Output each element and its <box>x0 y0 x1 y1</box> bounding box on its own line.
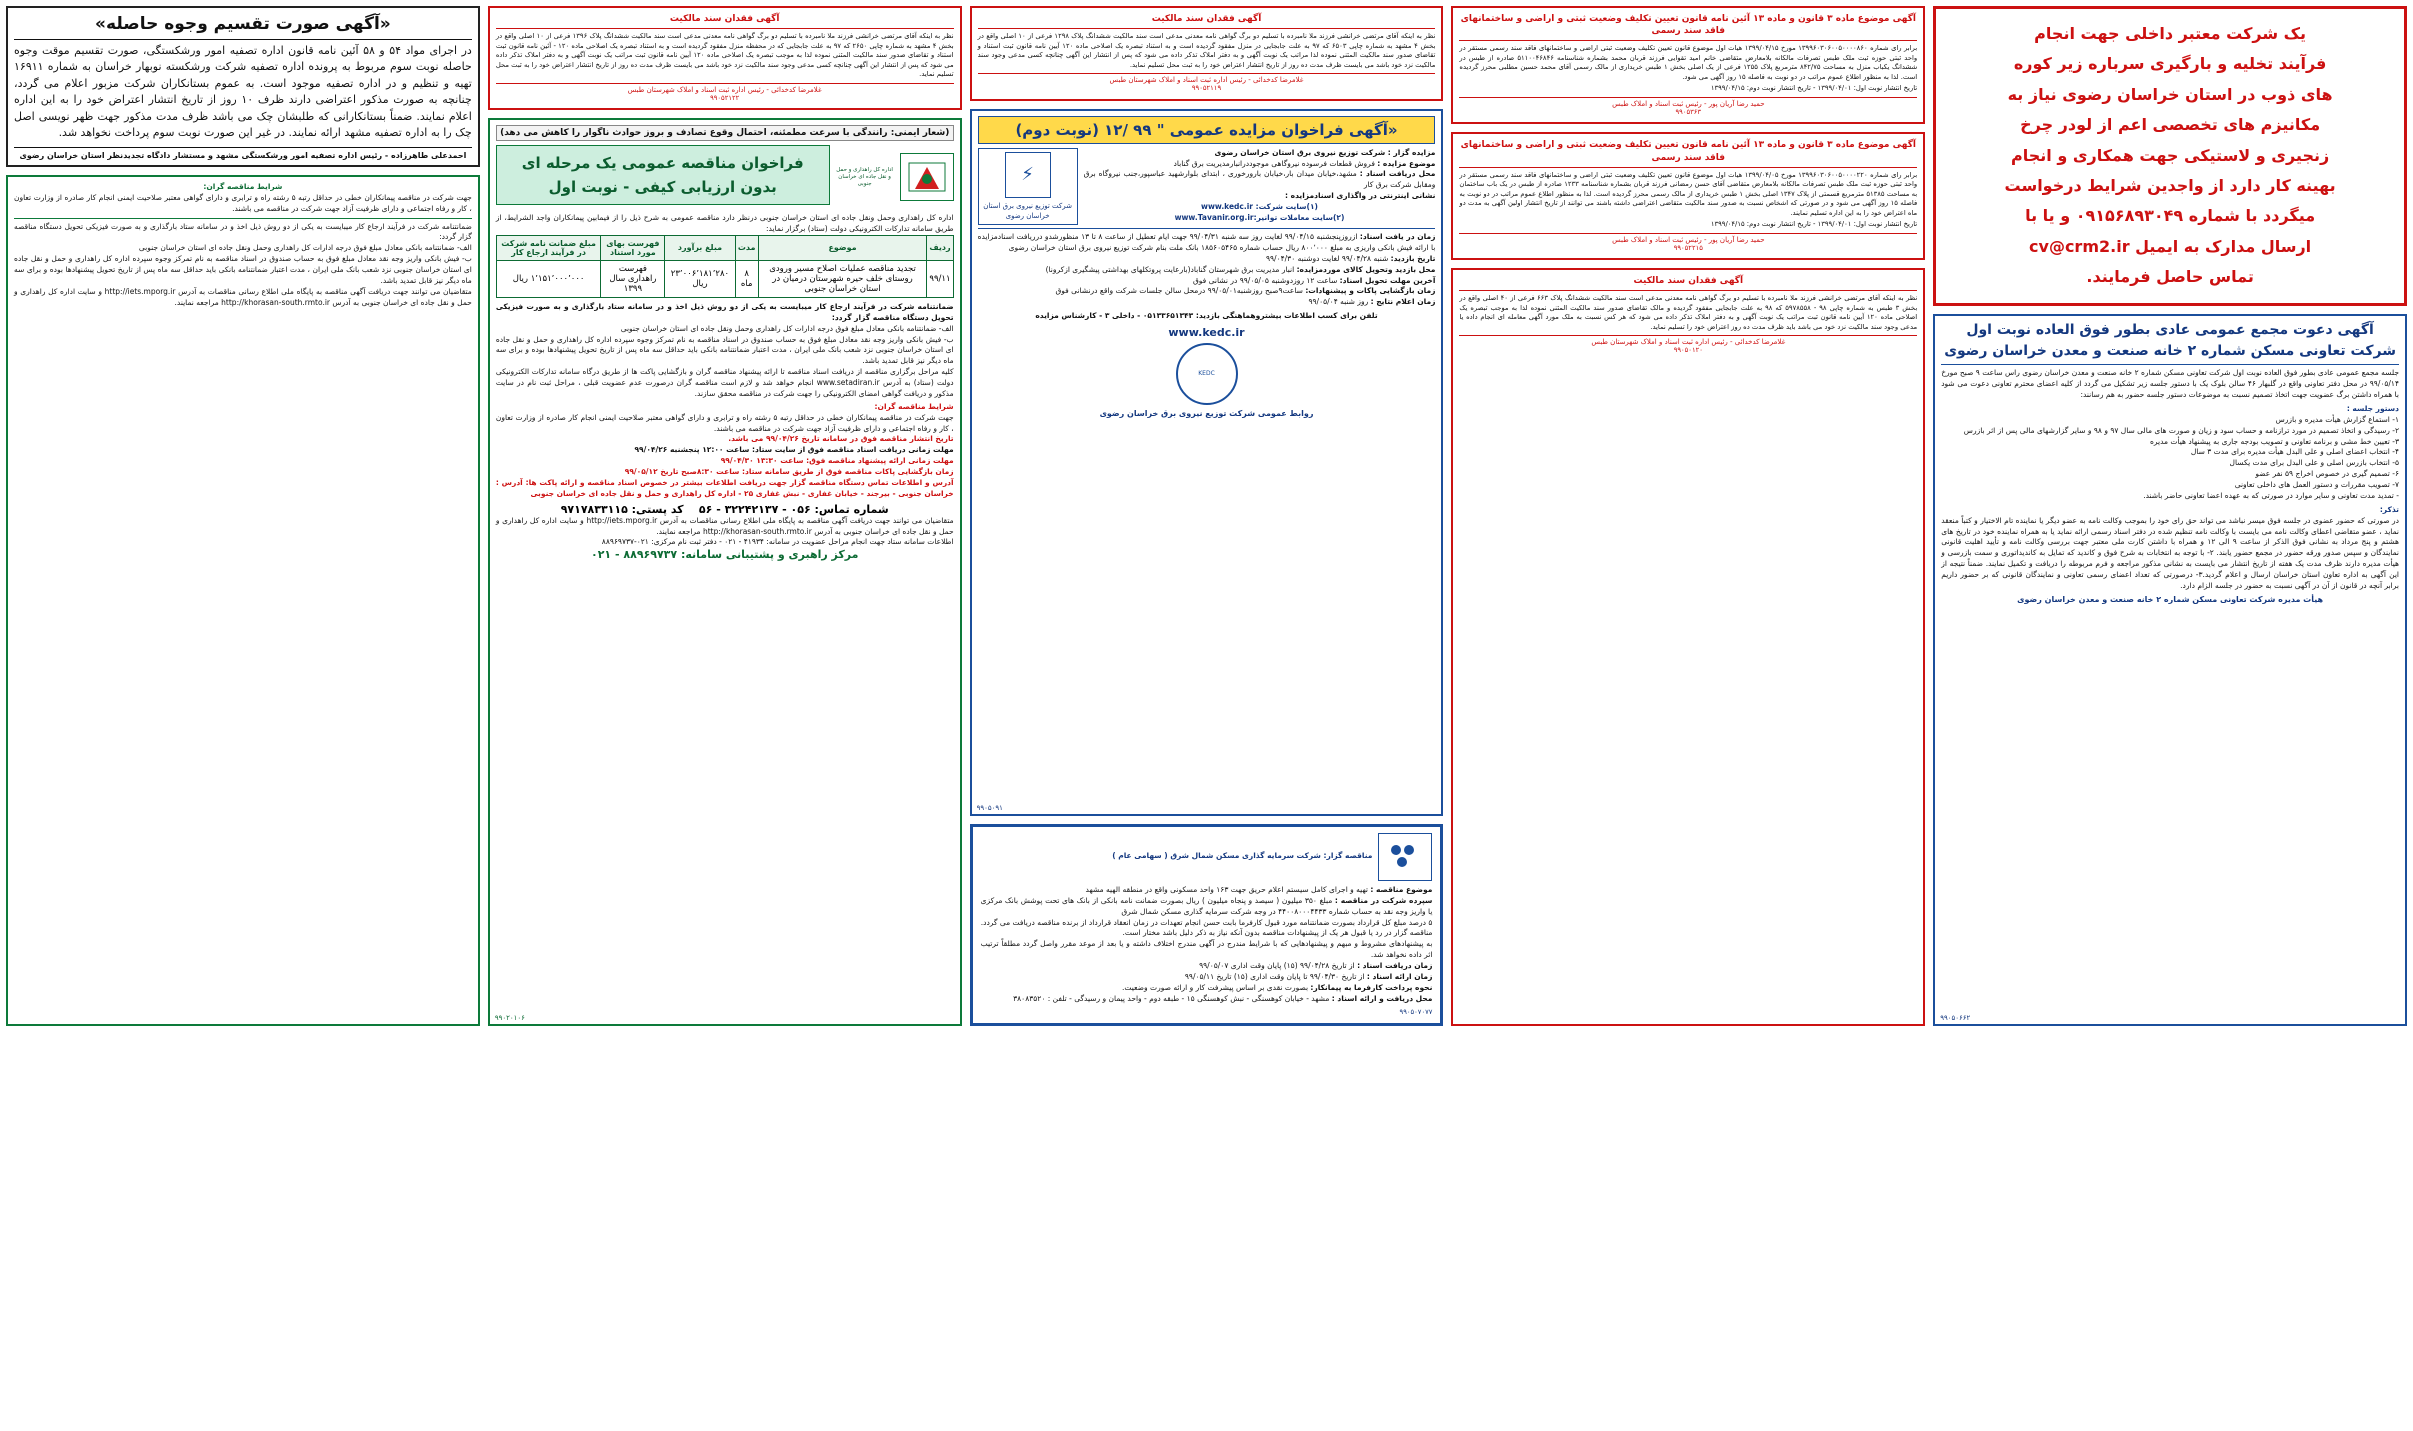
furnace-line-9: تماس حاصل فرمایند. <box>2086 267 2254 287</box>
housing-deposit: مبلغ ۳۵۰ میلیون ( سیصد و پنجاه میلیون ) ریال بصورت ضمانت نامه بانکی از بانک های تحت پوشش بانک مرکزی یا واریز وجه نقد به حساب شماره ۴۴۰۰۸۰۰۰۴۴۳۳ در وجه شرکت سرمایه گذاری مسکن شمال شرق <box>980 895 1433 916</box>
law2-dates: تاریخ انتشار نوبت اول: ۱۳۹۹/۰۴/۰۱ - تاریخ انتشار نوبت دوم: ۱۳۹۹/۰۴/۱۵ <box>1710 220 1918 229</box>
kedc-publisher: روابط عمومی شرکت توزیع نیروی برق خراسان رضوی <box>1099 409 1314 418</box>
law3-code: ۹۹۰۵۰۱۲۰ <box>1673 346 1703 355</box>
housing-code: ۹۹۰۵۰۷۰۷۷ <box>1399 1007 1433 1016</box>
law3-title: آگهی فقدان سند مالکیت <box>1633 276 1744 287</box>
td-subject: تجدید مناقصه عملیات اصلاح مسیر ورودی روستای خلف حیره شهرستان درمیان در استان خراسان جنوبی <box>758 260 927 297</box>
law1-signature: حمید رضا آریان پور - رئیس ثبت اسناد و املاک طبس <box>1459 97 1917 108</box>
mirror-conditions: جهت شرکت در مناقصه پیمانکاران خطی در حداقل رتبه ۵ رشته راه و ترابری و دارای گواهی معتبر صلاحیت ایمنی انجام کار صادره از وزارت تعاون ، کار و رفاه اجتماعی و دارای ظرفیت آزاد جهت شرکت در مناقصه می باشند. <box>14 192 472 213</box>
td-guarantee: ۱٬۱۵۱٬۰۰۰٬۰۰۰ ریال <box>496 260 601 297</box>
ad-furnace-company <box>1933 6 2407 306</box>
road-conditions: جهت شرکت در مناقصه پیمانکاران خطی در حداقل رتبه ۵ رشته راه و ترابری و دارای گواهی معتبر صلاحیت ایمنی انجام کار صادره از وزارت تعاون ، کار و رفاه اجتماعی و دارای ظرفیت آزاد جهت شرکت در مناقصه می باشند. <box>495 412 954 433</box>
ad-housing-tender <box>970 824 1444 1026</box>
coop-note-title: تذکر: <box>2379 504 2399 514</box>
ad-deed-loss-1 <box>488 6 962 110</box>
ad-coop-assembly <box>1933 314 2407 1027</box>
kedc-place-label: محل دریافت اسناد : <box>1359 169 1436 179</box>
housing-subject-label: موضوع مناقصه : <box>1370 884 1433 894</box>
furnace-line-6: بهینه کار دارد از واجدین شرایط درخواست <box>2004 175 2336 195</box>
kedc-subject: فروش قطعات فرسوده نیروگاهی موجوددرانبارمدیریت برق گناباد <box>1173 158 1375 168</box>
ad-road-tender-mirror <box>6 175 480 1026</box>
mirror-guarantee-title: ضمانتنامه شرکت در فرآیند ارجاع کار میبایست به یکی از دو روش ذیل اخذ و در سامانه ستاد بارگذاری و به صورت فیزیکی تحویل دستگاه مناقصه گزار گردد: <box>14 221 472 242</box>
deed1-signature: غلامرضا کدخدائی - رئیس اداره ثبت اسناد و املاک شهرستان طبس <box>496 83 954 94</box>
mirror-note: شرایط مناقصه گران: <box>203 181 283 191</box>
kedc-place: مشهد،خیابان میدان بار،خیابان بارورخوری ، ابتدای بلوارشهید عباسپور،جنب نیروگاه برق ومقابل شرکت برق کار <box>1083 169 1436 190</box>
profit-body: در اجرای مواد ۵۴ و ۵۸ آئین نامه قانون اداره تصفیه امور ورشکستگی، صورت تقسیم موقت وجوه حاصله نوبت سوم مربوط به پرونده اداره تصفیه شرکت ورشکسته نوبهار خراسان به شماره ۱۶۹۱۱ تهیه و تنظیم و در اداره تصفیه موجود است. به عموم بستانکاران شرکت مزبور اعلام می گردد، چنانچه به صورت مذکور اعتراضی دارند ظرف ۱۰ روز از تاریخ انتشار اعتراض خود را به این اداره اعلام نمایند. ضمناً بستانکارانی که طلبشان چک می باشد ظرف مدت مذکور جهت ظهر نویسی اصل چک را به اداره تصفیه مشهد ارائه نمایند. در غیر این صورت نوبت سوم پرداخت نخواهد شد. <box>14 43 472 140</box>
law3-signature: غلامرضا کدخدائی - رئیس اداره ثبت اسناد و املاک شهرستان طبس <box>1459 335 1917 346</box>
coop-agenda-item: ۱- استماع گزارش هیأت مدیره و بازرس <box>2275 414 2399 424</box>
furnace-line-7: میگردد با شماره ۰۹۱۵۶۸۹۳۰۴۹ و یا با <box>2025 206 2316 226</box>
kedc-org: مزایده گزار : شرکت توزیع نیروی برق استان خراسان رضوی <box>1214 147 1436 157</box>
mirror-guarantee-b: ب- فیش بانکی واریز وجه نقد معادل مبلغ فوق به حساب صندوق در اسناد مناقصه به نام تمرکز وجوه سپرده اداره کل راهداری و حمل و نقل جاده ای استان خراسان جنوبی نزد شعب بانک ملی ایران ، مدت اعتبار ضمانتنامه بانکی باید حداقل سه ماه پس از تاریخ تحویل پیشنهادها بوده و برای سه ماه دیگر نیز قابل تمدید باشد. <box>14 254 472 285</box>
profit-title: «آگهی صورت تقسیم وجوه حاصله» <box>95 14 391 34</box>
th-duration: مدت <box>735 235 758 260</box>
coop-agenda-item: - تمدید مدت تعاونی و سایر موارد در صورتی که به عهده اعضا تعاونی حاضر باشند. <box>2143 490 2399 500</box>
road-intro: اداره کل راهداری وحمل ونقل جاده ای استان خراسان جنوبی درنظر دارد مناقصه عمومی به شرح ذیل را از فیمابین پیمانکاران واجد الشرایط، از طریق سامانه تدارکات الکترونیکی دولت (ستاد) برگزار نماید: <box>495 213 954 234</box>
housing-addr: مشهد - خیابان کوهسنگی - نبش کوهسنگی ۱۵ - طبقه دوم - واحد پیمان و رسیدگی - تلفن : ۳۸۰۸۳۵۲۰ <box>1013 993 1330 1003</box>
th-pricelist: فهرست بهای مورد استناد <box>601 235 665 260</box>
mirror-guarantee-a: الف- ضمانتنامه بانکی معادل مبلغ فوق درجه ادارات کل راهداری وحمل ونقل جاده ای استان خراسان جنوبی <box>138 243 472 253</box>
road-postal: کد پستی: ۹۷۱۷۸۳۳۱۱۵ <box>560 502 684 516</box>
kedc-site[interactable]: www.kedc.ir <box>1168 326 1245 339</box>
furnace-line-8: ارسال مدارک به ایمیل cv@crm2.ir <box>2029 236 2312 256</box>
td-estimate: ۲۳٬۰۰۶٬۱۸۱٬۲۸۰ ریال <box>665 260 735 297</box>
kedc-result: روز شنبه ۹۹/۰۵/۰۴ <box>1308 297 1369 307</box>
deed1-code: ۹۹۰۵۲۱۲۲ <box>710 93 740 102</box>
th-estimate: مبلغ برآورد <box>665 235 735 260</box>
road-date-5: آدرس و اطلاعات تماس دستگاه مناقصه گزار جهت دریافت اطلاعات بیشتر در خصوص اسناد مناقصه و ارائه پاکت ها: آدرس : خراسان جنوبی - بیرجند - خیابان غفاری - نبش غفاری ۲۵ - اداره کل راهداری و حمل و نقل جاده ای خراسان جنوبی <box>495 477 954 498</box>
coop-agenda-item: ۶- تصمیم گیری در خصوص اخراج ۵۹ نفر عضو <box>2255 469 2399 479</box>
mirror-footer-1: متقاضیان می توانند جهت دریافت آگهی مناقصه به پایگاه ملی اطلاع رسانی مناقصات به آدرس http://iets.mporg.ir و سایت اداره کل راهداری و حمل و نقل جاده ای خراسان جنوبی به آدرس http://khorasan-south.rmto.ir مراجعه نمایند. <box>14 286 472 307</box>
road-guarantee-b: ب- فیش بانکی واریز وجه نقد معادل مبلغ فوق به حساب صندوق در اسناد مناقصه به نام تمرکز وجوه سپرده اداره کل راهداری و حمل و نقل جاده ای استان خراسان جنوبی نزد شعب بانک ملی ایران ، مدت اعتبار ضمانتنامه بانکی باید حداقل سه ماه پس از تاریخ تحویل پیشنهادها بوده و برای سه ماه دیگر نیز قابل تمدید باشد. <box>495 334 954 366</box>
kedc-return-label: تاریخ بازدید: <box>1390 253 1436 263</box>
law1-title: آگهی موضوع ماده ۳ قانون و ماده ۱۳ آئین نامه قانون تعیین تکلیف وضعیت ثبتی و اراضی و ساختمانهای فاقد سند رسمی <box>1460 14 1917 37</box>
kedc-code: ۹۹۰۵۰۹۱ <box>976 803 1003 812</box>
housing-note-3: به پیشنهادهای مشروط و مبهم و پیشنهادهایی که با شرایط مندرج در آگهی مندرج اختلاف داشته و یا بعد از موعد مقرر واصل گردد مطلقاً ترتیب اثر داده نخواهد شد. <box>980 939 1433 960</box>
kedc-contact: تلفن برای کسب اطلاعات بیشتروهماهنگی بازدید: ۰۵۱۳۳۶۵۱۳۴۳ - داخلی ۳ - کارشناس مزایده <box>1035 311 1378 321</box>
furnace-line-4: مکانیزم های تخصصی اعم از لودر چرخ <box>2020 115 2321 135</box>
kedc-title: «آگهی فراخوان مزایده عمومی " ۹۹ /۱۲ (نوبت دوم) <box>978 116 1436 144</box>
table-header-row <box>496 235 953 260</box>
kedc-return: شنبه ۹۹/۰۴/۲۸ لغایت دوشنبه ۹۹/۰۴/۳۰ <box>1266 253 1389 263</box>
road-guarantee-a: الف- ضمانتنامه بانکی معادل مبلغ فوق درجه ادارات کل راهداری وحمل ونقل جاده ای استان خراسان جنوبی <box>620 323 954 333</box>
housing-note-1: ۵ درصد مبلغ کل قرارداد بصورت ضمانتنامه مورد قبول کارفرما بابت حسن انجام تعهدات در زمان انعقاد قرارداد از برنده مناقصه دریافت می گردد. <box>980 917 1433 927</box>
road-code: ۹۹۰۲۰۱۰۶ <box>494 1014 525 1023</box>
kedc-time-label: زمان در یافت اسناد: <box>1359 232 1436 241</box>
deed1-body: نظر به اینکه آقای مرتضی خرانشی فرزند ملا نامبرده با تسلیم دو برگ گواهی نامه معدنی مدعی است سند مالکیت ششدانگ پلاک ۱۳۹۶ فرعی از ۱۰ اصلی واقع در بخش ۴ مشهد به شماره چاپی ۲۶۵۰ که ۹۷ به علت جابجایی که در محفظه منزل مفقود گردیده است و به استناد تبصره یک اصلاحی ماده ۱۲۰ - آئین نامه قانون ثبت استناد و تقاضای صدور سند مالکیت المثنی نموده لذا به موجب تبصره یک اصلاحی ماده ۱۲۰ آیین نامه قانون ثبت مراتب یک نوبت آگهی و به دفتر املاک تذکر داده می شود که پس از انتشار این آگهی چنانچه کسی مدعی وجود سند مالکیت نزد خود باشد می بایست ظرف مدت ده روز از تاریخ انتشار اعتراض خود را به ثبت محل تسلیم نماید. <box>495 32 954 79</box>
coop-agenda-title: دستور جلسه : <box>2346 403 2399 413</box>
table-row <box>496 260 953 297</box>
ad-road-tender <box>488 118 962 1026</box>
road-date-2: مهلت زمانی دریافت اسناد مناقصه فوق از سایت ستاد: ساعت ۱۲:۰۰ پنجشنبه ۹۹/۰۴/۲۶ <box>634 445 954 455</box>
furnace-line-5: زنجیری و لاستیکی جهت همکاری و انجام <box>2010 145 2330 165</box>
coop-note: در صورتی که حضور عضوی در جلسه فوق میسر نباشد می تواند حق رای خود را بموجب وکالت نامه به عضو دیگر یا نماینده تام الاختیار و کتباً منعقد نماید ، عضو متقاضی اعطای وکالت نامه می بایست با وکالت نامه تنظیم شده در دفتر اسناد رسمی ارائه نماید یا به همراه نماینده خود در تاریخ های هشتم و پنج مرداد به نشانی فوق الذکر از ساعت ۹ الی ۱۲ و همراه با داشتن کارت ملی معتبر جهت بررسی وکالت نامه و تأیید اهلیت قانونی نمایندگان و سپس صدور ورقه حضور در مجمع حضور یابند. ۲- با توجه به انتخابات به شرح فوق و کاندید که تمایل به کاندیداتوری و سمت بازرسی و هیأت مدیره دارند ظرف مدت یک هفته از تاریخ انتشار می بایست به نشانی مذکور مراجعه و فرم مربوطه را دریافت و تکمیل نمایند. ضمناً نتیجه از این آگهی به اداره تعاون استان خراسان ارسال و اعلام گردید.۳- درصورتی که تعداد اعضای رسمی تعاونی و نمایندگان قانونی که بر حضور داریم برابر آنچه در قانون از آن در آگهی نسبت به حضور در جلسه الزام دارد. <box>1941 515 2400 590</box>
road-logo-icon <box>900 153 954 201</box>
th-subject: موضوع <box>758 235 927 260</box>
ad-deed-loss-2 <box>970 6 1444 101</box>
td-pricelist: فهرست راهداری سال ۱۳۹۹ <box>601 260 665 297</box>
housing-date-submit-label: زمان ارائه اسناد : <box>1366 971 1433 981</box>
coop-agenda-item: ۴- انتخاب اعضای اصلی و علی البدل هیأت مدیره برای مدت ۳ سال <box>2190 447 2399 457</box>
kedc-open-label: زمان بازگشایی پاکات و پیشنهادات: <box>1305 286 1436 296</box>
furnace-line-3: های ذوب در استان خراسان رضوی نیاز به <box>2007 84 2333 104</box>
ad-profit-division <box>6 6 480 167</box>
furnace-line-1: یک شرکت معتبر داخلی جهت انجام <box>2034 24 2307 43</box>
th-guarantee: مبلغ ضمانت نامه شرکت در فرآیند ارجاع کار <box>496 235 601 260</box>
kedc-side-title: شرکت توزیع نیروی برق استان خراسان رضوی <box>983 201 1072 220</box>
housing-pay: بصورت نقدی بر اساس پیشرفت کار و ارائه صورت وضعیت. <box>1122 982 1309 992</box>
kedc-delivery-label: محل بازدید وتحویل کالای موردمزایده: <box>1296 264 1436 274</box>
road-date-3: مهلت زمانی ارائه پیشنهاد مناقصه فوق: ساعت ۱۳:۳۰ ۹۹/۰۴/۳۰ <box>720 456 954 466</box>
road-title-2: بدون ارزیابی کیفی - نوبت اول <box>548 178 777 197</box>
coop-agenda-item: ۳- تعیین خط مشی و برنامه تعاونی و تصویب بودجه جاری به پیشنهاد هیأت مدیره <box>2149 436 2399 446</box>
kedc-logo-icon: ⚡ <box>1005 152 1051 198</box>
th-row-no: ردیف <box>927 235 953 260</box>
coop-agenda-item: ۲- رسیدگی و اتخاذ تصمیم در مورد ترازنامه و حساب سود و زیان و صورت های مالی سال ۹۷ و ۹۸ و سایر گزارشهای مالی پس از اثر بازرس <box>1963 425 2399 435</box>
furnace-line-2: فرآیند تخلیه و بارگیری سرباره زیر کوره <box>2013 54 2327 74</box>
housing-logo-icon <box>1378 833 1432 881</box>
law2-code: ۹۹۰۵۲۲۱۵ <box>1673 243 1703 252</box>
road-slogan: (شعار ایمنی: رانندگی با سرعت مطمئنه، احتمال وقوع تصادف و بروز حوادث ناگوار را کاهش می دهد) <box>496 125 954 141</box>
kedc-subject-label: موضوع مزایده : <box>1377 158 1436 168</box>
td-row-no: ۹۹/۱۱ <box>927 260 953 297</box>
law2-body: برابر رای شماره ۱۳۹۹۶۰۳۰۶۰۰۵۰۰۰۰۲۲۰ مورخ ۱۳۹۹/۰۴/۰۵ هیات اول موضوع قانون تعیین تکلیف وضعیت ثبتی اراضی و ساختمانهای فاقد سند رسمی مستقر در واحد ثبتی حوزه ثبت ملک طبس تصرفات مالکانه بلامعارض متقاضی آقای حسن رمضانی فرزند قربان بشماره شناسنامه ۱۲۳۳ صادره از طبس در یک باب ساختمان به مساحت ۵۱۳۸۵ مترمربع قسمتی از پلاک ۱۳۴۷ اصلی بخش ۱ طبس خریداری از مالک رسمی محرز گردیده است. لذا به منظور اطلاع عموم مراتب در دو نوبت به فاصله ۱۵ روز آگهی می شود و در صورتی که اشخاص نسبت به صدور سند مالکیت متقاضی اعتراضی داشته باشند می توانند از تاریخ انتشار اولین آگهی به مدت دو ماه اعتراض خود را به این اداره تسلیم نمایند. <box>1459 170 1918 217</box>
housing-date-submit: از تاریخ ۹۹/۰۴/۳۰ تا پایان وقت اداری (۱۵) تاریخ ۹۹/۰۵/۱۱ <box>1184 971 1365 981</box>
ad-kedc-auction <box>970 109 1444 816</box>
road-date-1: تاریخ انتشار مناقصه فوق در سامانه تاریخ ۹۹/۰۴/۲۶ می باشد. <box>728 434 954 444</box>
law1-code: ۹۹۰۵۳۶۳ <box>1675 107 1702 116</box>
law3-body: نظر به اینکه آقای مرتضی خرانشی فرزند ملا نامبرده با تسلیم دو برگ گواهی نامه معدنی مدعی است سند مالکیت ششدانگ پلاک ۶۶۳ فرعی از ۴۰ اصلی واقع در بخش ۳ طبس به شماره چاپی ۹۸ - ۵۹۷۸۵۵۸ که ۹۸ به علت جابجایی مفقود گردیده و مالک تقاضای صدور سند مالکیت المثنی نموده لذا به موجب تبصره یک اصلاحی ماده ۱۲۰ آیین نامه قانون ثبت مراتب یک نوبت آگهی و به دفتر املاک تذکر داده می شود که هر کس نسبت به ملک مورد آگهی معامله ای انجام داده یا مدعی وجود سند مالکیت نزد خود می باشد باید ظرف مدت ده روز اعتراض خود را تسلیم نماید. <box>1459 294 1918 331</box>
housing-pay-label: نحوه پرداخت کارفرما به پیمانکار: <box>1310 982 1433 992</box>
housing-addr-label: محل دریافت و ارائه اسناد : <box>1331 993 1433 1003</box>
td-duration: ۸ ماه <box>735 260 758 297</box>
road-tender-table <box>496 235 954 298</box>
road-footer-2: اطلاعات سامانه ستاد جهت انجام مراحل عضویت در سامانه: ۴۱۹۳۴ - ۰۲۱ - دفتر ثبت نام مرکزی: ۰۲۱-۸۸۹۶۹۷۳۷ <box>601 537 954 547</box>
deed2-body: نظر به اینکه آقای مرتضی خرانشی فرزند ملا نامبرده با تسلیم دو برگ گواهی نامه معدنی مدعی است سند مالکیت ششدانگ پلاک ۱۲۹۸ فرعی از ۱۰ اصلی واقع در بخش ۴ مشهد به شماره چاپی ۶۵۰۳ که ۹۷ به علت جابجایی در منزل مفقود گردیده است و به استناد تبصره یک اصلاحی ماده ۱۲۰ آیین نامه قانون ثبت استناد و تقاضای صدور سند مالکیت المثنی نموده لذا مراتب یک نوبت آگهی و به دفتر املاک تذکر داده می شود که پس از انتشار این آگهی چنانچه کسی مدعی وجود سند مالکیت نزد خود باشد می بایست ظرف مدت ده روز از تاریخ انتشار اعتراض خود را به ثبت محل تسلیم نماید. <box>977 32 1436 69</box>
coop-intro: جلسه مجمع عمومی عادی بطور فوق العاده نوبت اول شرکت تعاونی مسکن شماره ۲ خانه صنعت و معدن خراسان رضوی راس ساعت ۹ صبح مورخ ۹۹/۰۵/۱۴ در محل دفتر تعاونی واقع در گلبهار ۴۶ سالن بلوک یک با دستور جلسه زیر تشکیل می گردد از کلیه اعضای محترم تعاونی دعوت می شود با همراه داشتن برگ عضویت جهت اتخاذ تصمیم نسبت به موضوعات دستور جلسه حضور به هم رسانند: <box>1941 368 2399 400</box>
kedc-time: ازروزپنجشنبه ۹۹/۰۴/۱۵ لغایت روز سه شنبه ۹۹/۰۴/۳۱ جهت ایام تعطیل از ساعت ۸ تا ۱۳ منظورشدو درریافت اسنادمزایده با ارائه فیش بانکی واریزی به مبلغ ۸۰۰٬۰۰۰ ریال حساب شماره ۱۸۵۶۰۵۴۶۵ بانک ملت بنام شرکت توزیع نیروی برق استان خراسان رضوی <box>977 232 1436 252</box>
road-conditions-title: شرایط مناقصه گران: <box>874 401 954 411</box>
ad-law-notice-2 <box>1451 132 1925 260</box>
law1-dates: تاریخ انتشار نوبت اول: ۱۳۹۹/۰۴/۰۱ - تاریخ انتشار نوبت دوم: ۱۳۹۹/۰۴/۱۵ <box>1710 84 1918 93</box>
ad-law-notice-1 <box>1451 6 1925 124</box>
kedc-open: ساعت۹صبح روزشنبه۹۹/۰۵/۰۱ درمحل سالن جلسات شرکت واقع درنشانی فوق <box>1055 286 1303 296</box>
coop-title-2: شرکت تعاونی مسکن شماره ۲ خانه صنعت و معدن خراسان رضوی <box>1944 343 2396 360</box>
road-logo-caption: اداره کل راهداری و حمل و نقل جاده ای خراسان جنوبی <box>836 167 893 187</box>
coop-title-1: آگهی دعوت مجمع عمومی عادی بطور فوق العاده نوبت اول <box>1966 321 2374 338</box>
ad-law-notice-3 <box>1451 268 1925 1026</box>
housing-note-2: مناقصه گزار در رد یا قبول هر یک از پیشنهادات مناقصه بدون آنکه نیاز به ذکر دلیل باشد مختار است. <box>1122 928 1433 938</box>
law2-title: آگهی موضوع ماده ۳ قانون و ماده ۱۳ آئین نامه قانون تعیین تکلیف وضعیت ثبتی و اراضی و ساختمانهای فاقد سند رسمی <box>1460 140 1917 163</box>
column-4 <box>488 6 962 1026</box>
housing-header: مناقصه گزار: شرکت سرمایه گذاری مسکن شمال شرق ( سهامی عام ) <box>1112 851 1373 861</box>
kedc-seal-icon: KEDC <box>1176 343 1238 405</box>
column-2 <box>1451 6 1925 1026</box>
kedc-delivery: انبار مدیریت برق شهرستان گناباد(بارعایت پروتکلهای بهداشتی پیشگیری ازکرونا) <box>1045 264 1295 274</box>
coop-agenda-item: ۵- انتخاب بازرس اصلی و علی البدل برای مدت یکسال <box>2229 458 2399 468</box>
kedc-result-label: زمان اعلام نتایج : <box>1370 297 1436 307</box>
deed1-title: آگهی فقدان سند مالکیت <box>669 14 780 24</box>
road-footer-3: مرکز راهبری و پشتیبانی سامانه: ۸۸۹۶۹۷۳۷ - ۰۲۱ <box>591 548 859 562</box>
column-1 <box>1933 6 2407 1026</box>
kedc-last-label: آخرین مهلت تحویل اسناد: <box>1339 275 1436 285</box>
kedc-url-1[interactable]: (۱)سایت شرکت: www.kedc.ir <box>1201 202 1318 212</box>
road-note: کلیه مراحل برگزاری مناقصه از دریافت اسناد مناقصه تا ارائه پیشنهاد مناقصه گران و بازگشایی پاکت ها از طریق درگاه سامانه تدارکات الکترونیکی دولت (ستاد) به آدرس www.setadiran.ir انجام خواهد شد و لازم است مناقصه گران درصورت عدم عضویت قبلی ، مراحل ثبت نام در سایت مذکور و دریافت گواهی امضای الکترونیکی را جهت شرکت در مناقصه محقق سازند. <box>495 367 954 398</box>
column-3 <box>970 6 1444 1026</box>
road-footer-1: متقاضیان می توانند جهت دریافت آگهی مناقصه به پایگاه ملی اطلاع رسانی مناقصات به آدرس http://iets.mporg.ir و سایت اداره کل راهداری و حمل و نقل جاده ای خراسان جنوبی به آدرس http://khorasan-south.rmto.ir مراجعه نمایند. <box>495 515 954 536</box>
road-guarantee-title: ضمانتنامه شرکت در فرآیند ارجاع کار میبایست به یکی از دو روش ذیل اخذ و در سامانه ستاد بارگذاری و به صورت فیزیکی تحویل دستگاه مناقصه گزار گردد: <box>495 301 954 322</box>
law2-signature: حمید رضا آریان پور - رئیس ثبت اسناد و املاک طبس <box>1459 233 1917 244</box>
housing-deposit-label: سپرده شرکت در مناقصه : <box>1334 895 1433 905</box>
kedc-url-2[interactable]: (۲)سایت معاملات توانیر:www.Tavanir.org.ir <box>1174 212 1345 222</box>
coop-signature: هیأت مدیره شرکت تعاونی مسکن شماره ۲ خانه صنعت و معدن خراسان رضوی <box>2017 594 2324 604</box>
road-phone: شماره تماس: ۰۵۶ - ۳۲۲۴۲۱۳۷ - ۵۶ <box>698 502 889 516</box>
deed2-code: ۹۹۰۵۲۱۱۹ <box>1191 84 1222 93</box>
profit-signature: احمدعلی طاهرزاده - رئیس اداره تصفیه امور ورشکستگی مشهد و مستشار دادگاه تجدیدنظر استان خراسان رضوی <box>14 147 472 160</box>
road-date-4: زمان بازگشایی پاکات مناقصه فوق از طریق سامانه ستاد: ساعت ۸:۳۰صبح تاریخ ۹۹/۰۵/۱۲ <box>624 467 954 477</box>
housing-date-receive-label: زمان دریافت اسناد : <box>1357 961 1433 971</box>
housing-date-receive: از تاریخ ۹۹/۰۴/۲۸ (۱۵) پایان وقت اداری ۹۹/۰۵/۰۷ <box>1199 961 1355 971</box>
road-title-1: فراخوان مناقصه عمومی یک مرحله ای <box>521 154 804 173</box>
deed2-title: آگهی فقدان سند مالکیت <box>1151 14 1262 24</box>
kedc-address-label: نشانی اینترنتی در واگذاری اسنادمزایده : <box>1285 191 1436 201</box>
deed2-signature: غلامرضا کدخدائی - رئیس اداره ثبت اسناد و املاک شهرستان طبس <box>978 73 1436 84</box>
column-5 <box>6 6 480 1026</box>
kedc-logo-block <box>978 148 1078 225</box>
coop-agenda-item: ۷- تصویب مقررات و دستور العمل های داخلی تعاونی <box>2234 480 2399 490</box>
coop-code: ۹۹۰۵۰۶۶۲ <box>1940 1014 1971 1023</box>
law1-body: برابر رای شماره ۱۳۹۹۶۰۳۰۶۰۰۵۰۰۰۰۸۶۰ مورخ ۱۳۹۹/۰۴/۱۵ هیات اول موضوع قانون تعیین تکلیف وضعیت ثبتی اراضی و ساختمانهای فاقد سند رسمی مستقر در واحد ثبتی حوزه ثبت ملک طبس تصرفات مالکانه بلامعارض متقاضی خانم امید تقوایی فرزند قربان محمد بشماره شناسنامه ۵۱۱۰۰۴۶۸۴۶ صادره از طبس در ششدانگ یکباب منزل به مساحت ۸۴۲/۷۵ مترمربع پلاک ۱۲۵۵ فرعی از یک اصلی بخش ۱ طبس خریداری از مالک رسمی آقای محمد حسین مطلبی محرز گردیده است. لذا به منظور اطلاع عموم مراتب در دو نوبت به فاصله ۱۵ روز آگهی می شود. <box>1459 44 1918 81</box>
kedc-last: ساعت ۱۲ روزدوشنبه ۹۹/۰۵/۰۵ در نشانی فوق <box>1192 275 1338 285</box>
housing-subject: تهیه و اجرای کامل سیستم اعلام حریق جهت ۱۶۳ واحد مسکونی واقع در منطقه الهیه مشهد <box>1085 884 1368 894</box>
